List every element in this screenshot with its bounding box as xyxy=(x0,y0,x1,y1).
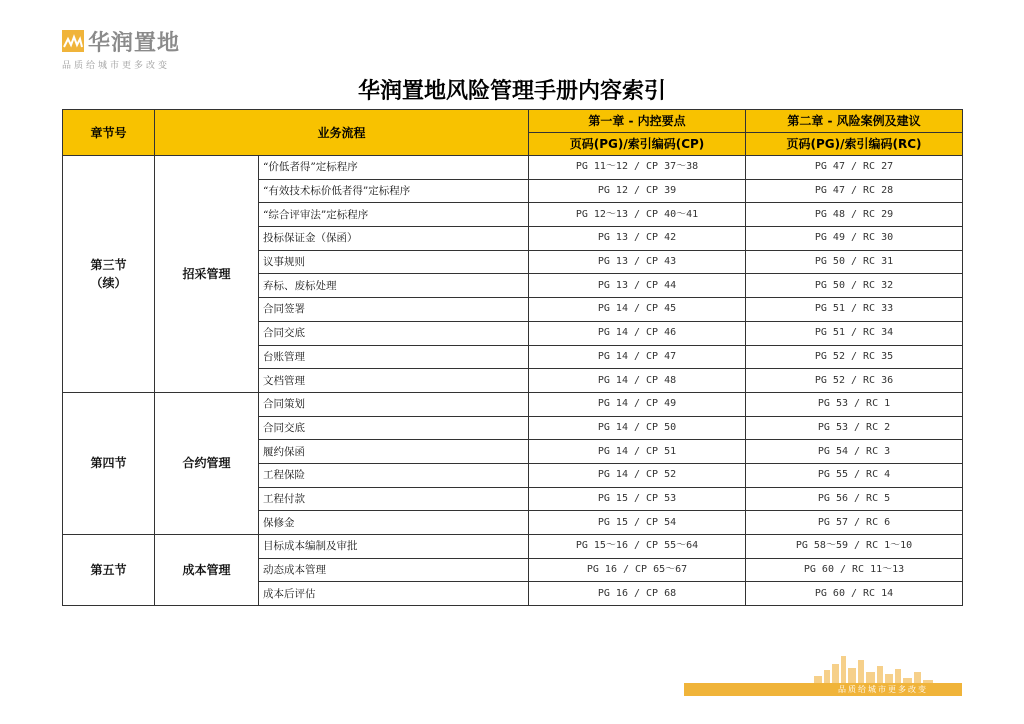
header-process: 业务流程 xyxy=(155,110,529,156)
rc-ref-cell: PG 55 / RC 4 xyxy=(746,463,963,487)
index-table xyxy=(62,109,963,606)
cp-ref-cell: PG 15～16 / CP 55～64 xyxy=(529,535,746,559)
cp-ref-cell: PG 14 / CP 45 xyxy=(529,298,746,322)
item-cell: “价低者得”定标程序 xyxy=(259,156,529,180)
table-row xyxy=(63,392,963,416)
rc-ref-cell: PG 52 / RC 35 xyxy=(746,345,963,369)
table-body xyxy=(63,156,963,606)
cp-ref-cell: PG 12 / CP 39 xyxy=(529,179,746,203)
rc-ref-cell: PG 60 / RC 14 xyxy=(746,582,963,606)
header-ch1-sub: 页码(PG)/索引编码(CP) xyxy=(529,133,746,156)
item-cell: 合同交底 xyxy=(259,416,529,440)
section-cell: 第四节 xyxy=(63,392,155,534)
rc-ref-cell: PG 47 / RC 28 xyxy=(746,179,963,203)
item-cell: 成本后评估 xyxy=(259,582,529,606)
rc-ref-cell: PG 49 / RC 30 xyxy=(746,227,963,251)
company-logo xyxy=(62,26,212,74)
header-ch1: 第一章 - 内控要点 xyxy=(529,110,746,133)
table-row xyxy=(63,535,963,559)
rc-ref-cell: PG 48 / RC 29 xyxy=(746,203,963,227)
item-cell: 履约保函 xyxy=(259,440,529,464)
cp-ref-cell: PG 13 / CP 43 xyxy=(529,250,746,274)
rc-ref-cell: PG 53 / RC 1 xyxy=(746,392,963,416)
section-cell: 第五节 xyxy=(63,535,155,606)
process-cell: 成本管理 xyxy=(155,535,259,606)
cp-ref-cell: PG 14 / CP 49 xyxy=(529,392,746,416)
rc-ref-cell: PG 50 / RC 31 xyxy=(746,250,963,274)
item-cell: 工程保险 xyxy=(259,463,529,487)
header-chapter: 章节号 xyxy=(63,110,155,156)
rc-ref-cell: PG 56 / RC 5 xyxy=(746,487,963,511)
rc-ref-cell: PG 60 / RC 11～13 xyxy=(746,558,963,582)
logo-mark-icon xyxy=(62,30,84,52)
cp-ref-cell: PG 16 / CP 65～67 xyxy=(529,558,746,582)
rc-ref-cell: PG 53 / RC 2 xyxy=(746,416,963,440)
header-ch2-sub: 页码(PG)/索引编码(RC) xyxy=(746,133,963,156)
cp-ref-cell: PG 11～12 / CP 37～38 xyxy=(529,156,746,180)
rc-ref-cell: PG 52 / RC 36 xyxy=(746,369,963,393)
rc-ref-cell: PG 51 / RC 34 xyxy=(746,321,963,345)
cp-ref-cell: PG 14 / CP 46 xyxy=(529,321,746,345)
cp-ref-cell: PG 14 / CP 47 xyxy=(529,345,746,369)
rc-ref-cell: PG 54 / RC 3 xyxy=(746,440,963,464)
cp-ref-cell: PG 13 / CP 42 xyxy=(529,227,746,251)
table-row xyxy=(63,156,963,180)
cp-ref-cell: PG 13 / CP 44 xyxy=(529,274,746,298)
rc-ref-cell: PG 58～59 / RC 1～10 xyxy=(746,535,963,559)
item-cell: 保修金 xyxy=(259,511,529,535)
item-cell: 目标成本编制及审批 xyxy=(259,535,529,559)
item-cell: 动态成本管理 xyxy=(259,558,529,582)
cp-ref-cell: PG 12～13 / CP 40～41 xyxy=(529,203,746,227)
rc-ref-cell: PG 57 / RC 6 xyxy=(746,511,963,535)
page-title: 华润置地风险管理手册内容索引 xyxy=(357,79,666,104)
item-cell: 投标保证金（保函） xyxy=(259,227,529,251)
item-cell: 合同策划 xyxy=(259,392,529,416)
cp-ref-cell: PG 14 / CP 51 xyxy=(529,440,746,464)
footer-banner xyxy=(684,650,962,696)
item-cell: “综合评审法”定标程序 xyxy=(259,203,529,227)
item-cell: 合同签署 xyxy=(259,298,529,322)
cp-ref-cell: PG 14 / CP 48 xyxy=(529,369,746,393)
cp-ref-cell: PG 14 / CP 50 xyxy=(529,416,746,440)
cp-ref-cell: PG 15 / CP 53 xyxy=(529,487,746,511)
cp-ref-cell: PG 14 / CP 52 xyxy=(529,463,746,487)
rc-ref-cell: PG 50 / RC 32 xyxy=(746,274,963,298)
footer-slogan: 品质给城市更多改变 xyxy=(838,685,928,694)
cp-ref-cell: PG 15 / CP 54 xyxy=(529,511,746,535)
logo-slogan: 品质给城市更多改变 xyxy=(62,61,171,71)
process-cell: 合约管理 xyxy=(155,392,259,534)
item-cell: 合同交底 xyxy=(259,321,529,345)
logo-text: 华润置地 xyxy=(88,31,181,56)
cp-ref-cell: PG 16 / CP 68 xyxy=(529,582,746,606)
header-ch2: 第二章 - 风险案例及建议 xyxy=(746,110,963,133)
process-cell: 招采管理 xyxy=(155,156,259,393)
section-cell: 第三节 （续） xyxy=(63,156,155,393)
item-cell: 台账管理 xyxy=(259,345,529,369)
rc-ref-cell: PG 51 / RC 33 xyxy=(746,298,963,322)
rc-ref-cell: PG 47 / RC 27 xyxy=(746,156,963,180)
item-cell: 弃标、废标处理 xyxy=(259,274,529,298)
item-cell: 工程付款 xyxy=(259,487,529,511)
item-cell: 文档管理 xyxy=(259,369,529,393)
item-cell: 议事规则 xyxy=(259,250,529,274)
item-cell: “有效技术标价低者得”定标程序 xyxy=(259,179,529,203)
